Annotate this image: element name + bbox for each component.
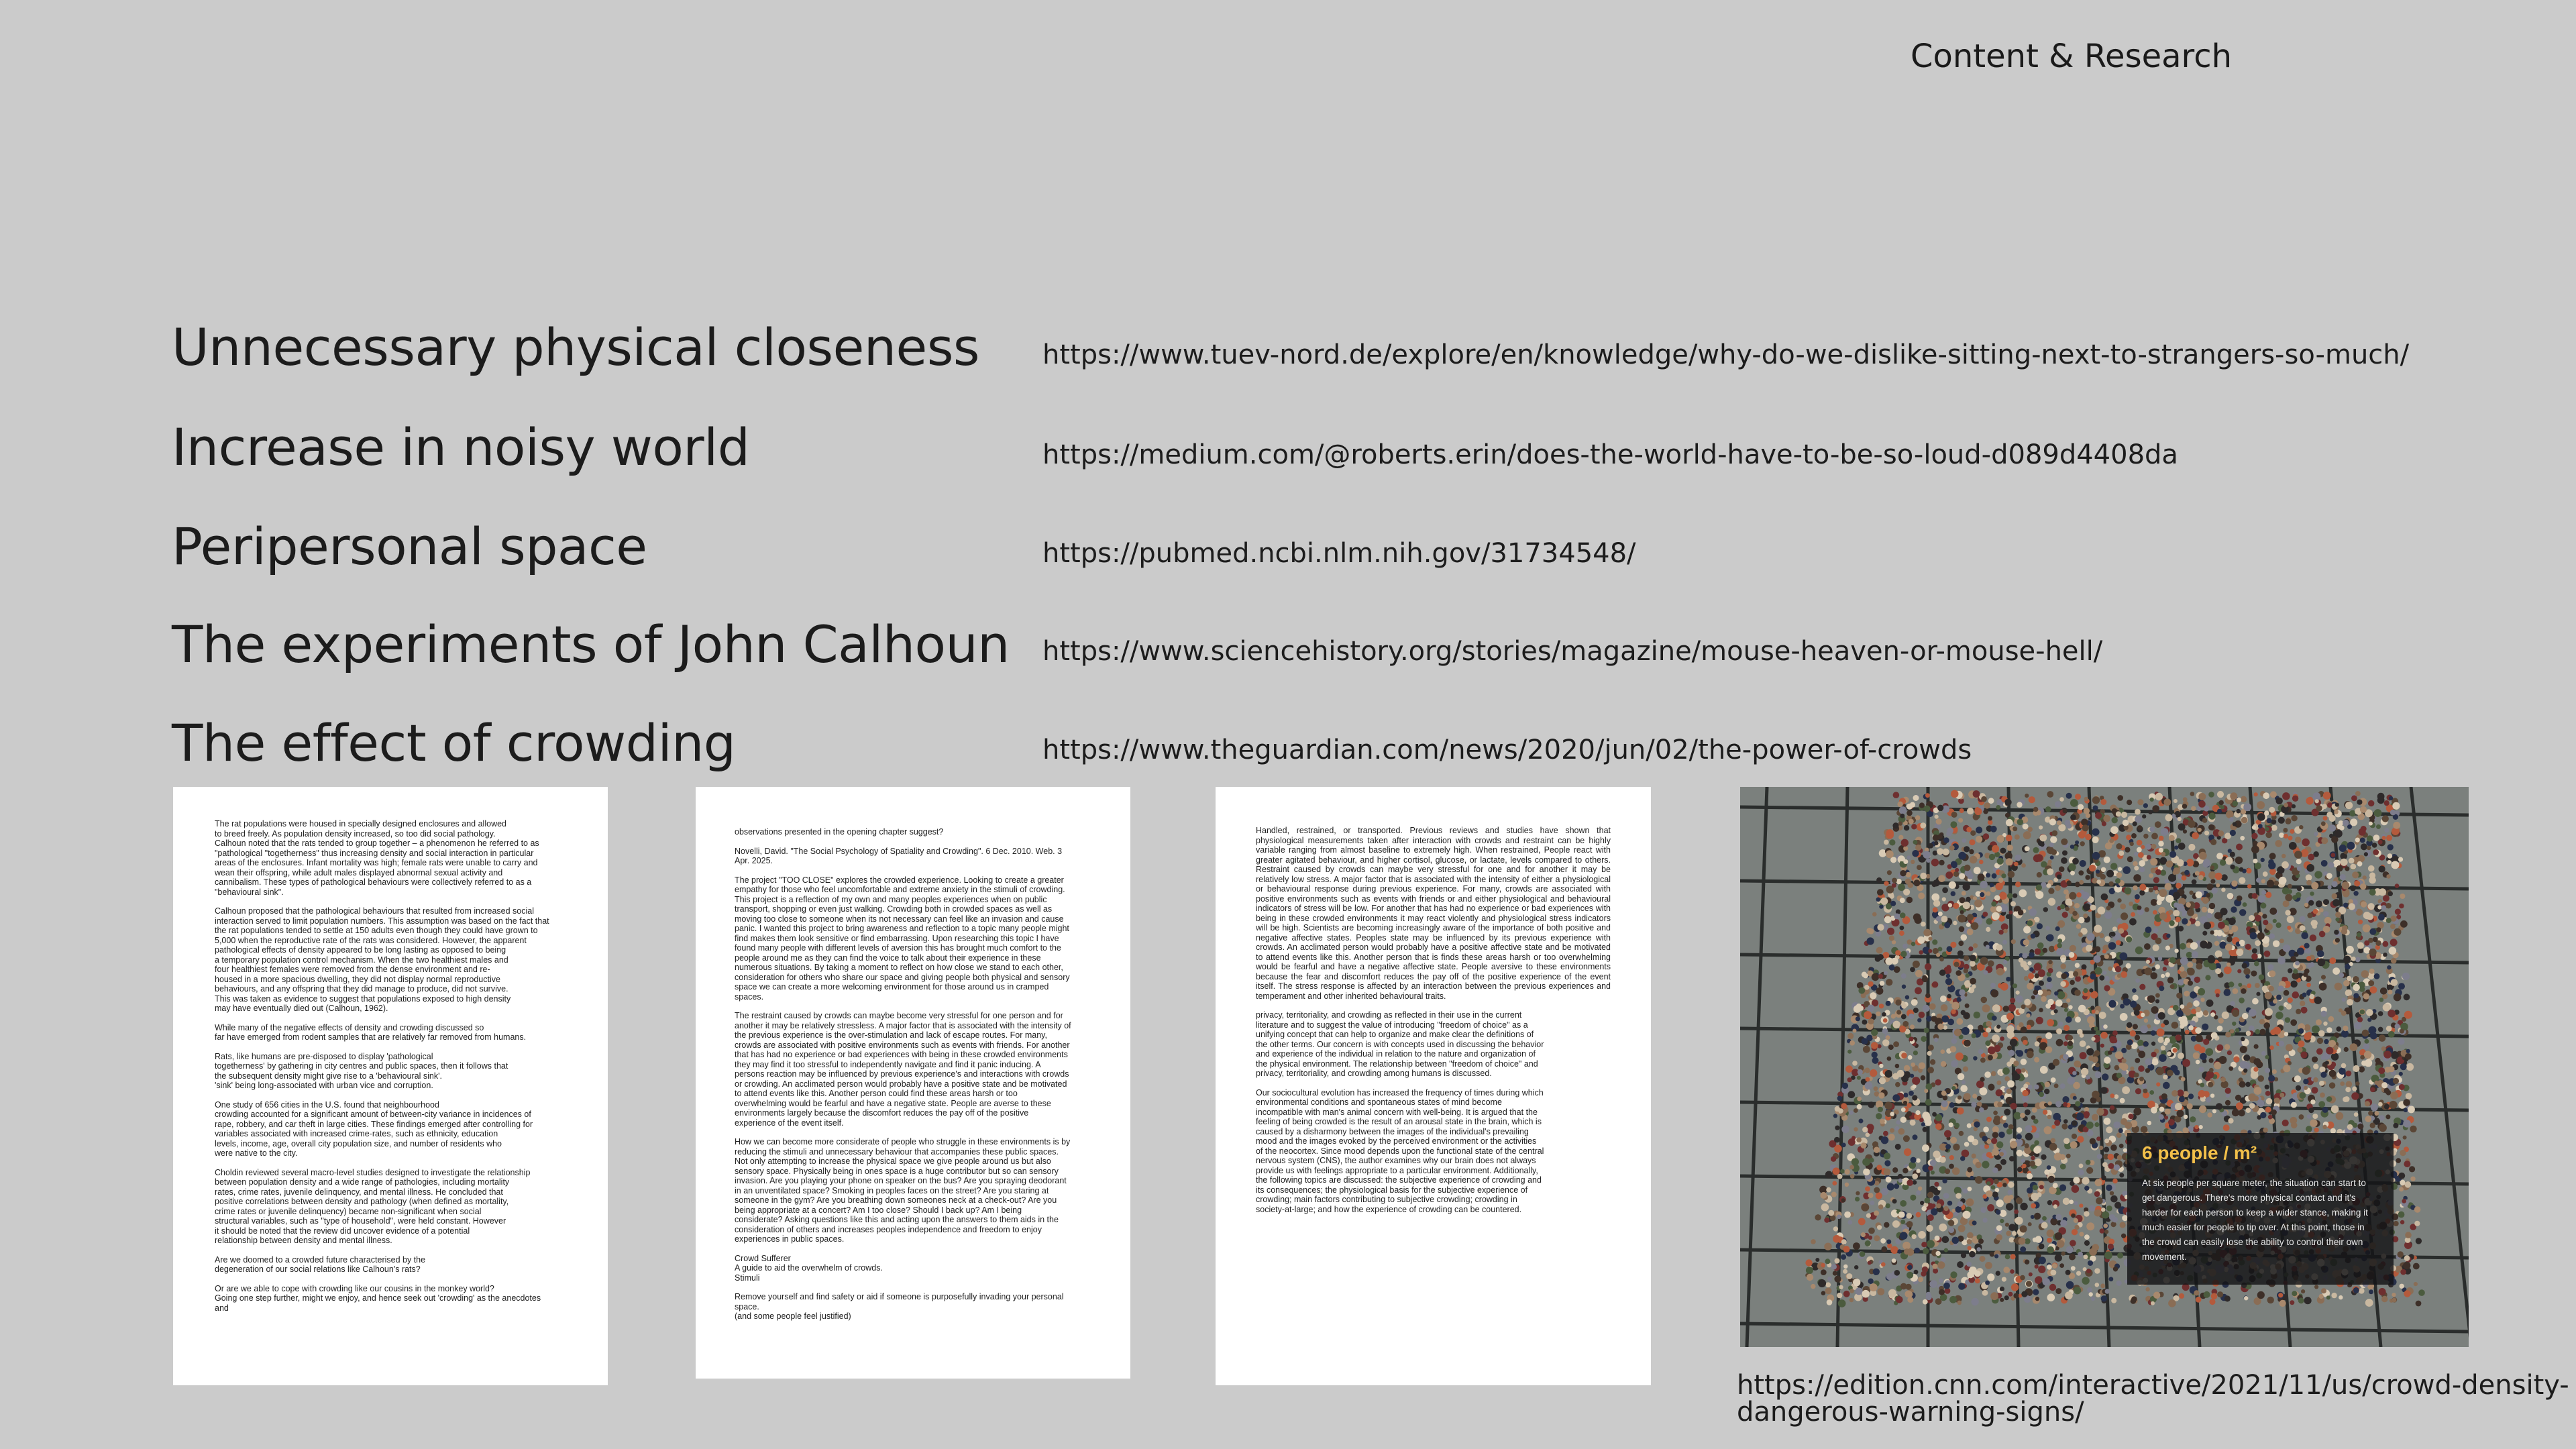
topic-title: Increase in noisy world <box>172 417 750 477</box>
doc-paragraph: Our sociocultural evolution has increased the frequency of times during which environmental conditions and spontaneous states of mind become incompatible with man's animal concern with well-being. It is argued that the feeling of being crowded is the result of an arousal state in the brain, which is caused by a disharmony between the images of the individual's prevailing mood and the images evoked by the perceived environment or the activities of the neocortex. Since mood depends upon the functional state of the central nervous system (CNS), the author examines why our brain does not always provide us with feelings appropriate to a particular environment. Additionally, the following topics are discussed: the subjective experience of crowding and its consequences; the physiological basis for the subjective experience of crowding; main factors contributing to subjective crowding; crowding in society-at-large; and how the experience of crowding can be countered. <box>1256 1087 1544 1214</box>
topic-link[interactable]: https://www.sciencehistory.org/stories/magazine/mouse-heaven-or-mouse-hell/ <box>1042 636 2103 667</box>
doc-paragraph: Choldin reviewed several macro-level studies designed to investigate the relationship between population density and a wide range of pathologies, including mortality rates, crime rates, juvenile delinquency, and mental illness. He concluded that positive correlations between density and pathology (when defined as mortality, crime rates or juvenile delinquency) became non-significant when social structural variables, such as "type of household", were held constant. However it should be noted that the review did uncover evidence of a potential relationship between density and mental illness. <box>215 1167 531 1245</box>
document-page <box>696 787 1130 1379</box>
doc-paragraph: Are we doomed to a crowded future characterised by the degeneration of our social relations like Calhoun's rats? <box>215 1254 426 1274</box>
doc-paragraph: Crowd Sufferer A guide to aid the overwhelm of crowds. Stimuli <box>735 1253 883 1283</box>
doc-paragraph: One study of 656 cities in the U.S. found that neighbourhood crowding accounted for a significant amount of between-city variance in incidences of rape, robbery, and car theft in large cities. These findings emerged after controlling for variables associated with increased crime-rates, such as ethnicity, education levels, income, age, overall city population size, and number of residents who were native to the city. <box>215 1099 533 1158</box>
density-info-box <box>2127 1133 2394 1285</box>
crowd-density-image <box>1740 787 2469 1347</box>
doc-paragraph: Rats, like humans are pre-disposed to display 'pathological togetherness' by gathering in city centres and public spaces, then it follows that the subsequent density might give rise to a 'behavioural sink'. 'sink' being long-associated with urban vice and corruption. <box>215 1051 508 1090</box>
topic-title: The experiments of John Calhoun <box>172 614 1010 674</box>
doc-paragraph: Remove yourself and find safety or aid if someone is purposefully invading your personal space. (and some people feel justified) <box>735 1292 1064 1321</box>
doc-paragraph: privacy, territoriality, and crowding as reflected in their use in the current literature and to suggest the value of introducing "freedom of choice" as a unifying concept that can help to organize and make clear the definitions of the other terms. Our concern is with concepts used in discussing the behavior and experience of the individual in relation to the nature and organization of the physical environment. The relationship between "freedom of choice" and privacy, territoriality, and crowding among humans is discussed. <box>1256 1010 1544 1078</box>
topic-title: Unnecessary physical closeness <box>172 317 980 377</box>
doc-paragraph: Or are we able to cope with crowding like our cousins in the monkey world? Going one step further, might we enjoy, and hence seek out 'crowding' as the anecdotes and <box>215 1283 541 1313</box>
image-source-link[interactable]: https://edition.cnn.com/interactive/2021/11/us/crowd-density- dangerous-warning-signs/ <box>1737 1370 2569 1428</box>
topic-link[interactable]: https://www.tuev-nord.de/explore/en/knowledge/why-do-we-dislike-sitting-next-to-strangers-so-much/ <box>1042 339 2410 370</box>
section-title: Content & Research <box>1911 38 2233 75</box>
topic-link[interactable]: https://medium.com/@roberts.erin/does-the-world-have-to-be-so-loud-d089d4408da <box>1042 439 2178 470</box>
doc-paragraph: The restraint caused by crowds can maybe become very stressful for one person and for another it may be relatively stressless. A major factor that is associated with the intensity of the previous experience is the over-stimulation and lack of escape routes. For many, crowds are associated with positive environments such as events with friends. For another that has had no experience or bad experiences with being in these crowded environments they may find it too stressful to independently navigate and find it panic inducing. A persons reaction may be influenced by previous experience's and interactions with crowds or crowding. An acclimated person would probably have a positive state and be motivated to attend events like this. Another person could find these areas harsh or too overwhelming would be fearful and have a negative state. People are averse to these environments largely because the discomfort reduces the pay off of the positive experience of the event itself. <box>735 1011 1071 1128</box>
topic-link[interactable]: https://www.theguardian.com/news/2020/jun/02/the-power-of-crowds <box>1042 735 1972 765</box>
topic-link[interactable]: https://pubmed.ncbi.nlm.nih.gov/31734548/ <box>1042 538 1636 569</box>
doc-paragraph: How we can become more considerate of people who struggle in these environments is by reducing the stimuli and unnecessary behaviour that accompanies these public spaces. Not only attempting to increase the physical space we give people around us but also sensory space. Physically being in ones space is a huge contributor but so can sensory invasion. Are you playing your phone on speaker on the bus? Are you spraying deodorant in an unventilated space? Smoking in peoples faces on the street? Are you staring at someone in the gym? Are you breathing down someones neck at a check-out? Are you being appropriate at a concert? Am I too close? Should I back up? Am I being considerate? Asking questions like this and acting upon the answers to them aids in the consideration of others and increases peoples independence and freedom to enjoy experiences in public spaces. <box>735 1137 1071 1244</box>
density-label: 6 people / m² <box>2142 1142 2257 1163</box>
doc-paragraph: Handled, restrained, or transported. Previous reviews and studies have shown that physiological measurements taken after interaction with crowds and restraint can be highly variable ranging from almost baseline to extremely high. When restrained, People react with greater agitated behaviour, and higher cortisol, glucose, or lactate, levels compared to others. Restraint caused by crowds can maybe very stressful for one and for another it may be relatively low stress. A major factor that is associated with the intensity of either a physiological or behavioural response during previous experience. For many, crowds are associated with positive environments such as events with friends or and either physiological and behavioural indicators of stress will be low. For another that has had no experience or bad experiences with being in these crowded environments it may react violently and physiological stress indicators will be high. Scientists are becoming increasingly aware of the importance of both positive and negative affective states. Peoples state may be influenced by its previous experience with crowds. An acclimated person would probably have a positive affective state and be motivated to attend events like this. Another person that is finds these areas harsh or too overwhelming would be fearful and have a negative affective state. People aversive to these environments because the fear and discomfort reduces the pay off of the positive experience of the event itself. The stress response is affected by an interaction between the previous experiences and temperament and other inherited behavioural traits. <box>1256 826 1611 1001</box>
doc-paragraph: The rat populations were housed in specially designed enclosures and allowed to breed freely. As population density increased, so too did social pathology. Calhoun noted that the rats tended to group together – a phenomenon he referred to as "pathological "togetherness" thus increasing density and social interaction in particular areas of the enclosures. Infant mortality was high; female rats were unable to carry and wean their offspring, while adult males displayed abnormal sexual activity and cannibalism. These types of pathological behaviours were collectively referred to as a "behavioural sink". <box>215 819 539 897</box>
doc-paragraph: Novelli, David. "The Social Psychology of Spatiality and Crowding". 6 Dec. 2010. Web. 3 Apr. 2025. <box>735 846 1063 865</box>
density-description: At six people per square meter, the situation can start to get dangerous. There's more physical contact and it's harder for each person to keep a wider stance, making it much easier for people to tip over. At this point, those in the crowd can easily lose the ability to control their own movement. <box>2142 1178 2368 1262</box>
topic-title: The effect of crowding <box>172 713 736 773</box>
topic-title: Peripersonal space <box>172 517 647 576</box>
doc-paragraph: While many of the negative effects of density and crowding discussed so far have emerged from rodent samples that are relatively far removed from humans. <box>215 1022 527 1042</box>
doc-paragraph: Calhoun proposed that the pathological behaviours that resulted from increased social interaction served to limit population numbers. This assumption was based on the fact that the rat populations tended to settle at 150 adults even though they could have grown to 5,000 when the reproductive rate of the rats was considered. However, the apparent pathological effects of density appeared to be long lasting as opposed to being a temporary population control mechanism. When the two healthiest males and four healthiest females were removed from the dense environment and re- housed in a more spacious dwelling, they did not display normal reproductive behaviours, and any offspring that they did manage to produce, did not survive. This was taken as evidence to suggest that populations exposed to high density may have eventually died out (Calhoun, 1962). <box>215 906 549 1013</box>
document-page <box>173 787 608 1385</box>
doc-paragraph: The project "TOO CLOSE" explores the crowded experience. Looking to create a greater empathy for those who feel uncomfortable and extreme anxiety in the stimuli of crowding. This project is a reflection of my own and many peoples experiences when on public transport, shopping or even just walking. Crowding both in crowded spaces as well as moving too close to someone when its not necessary can feel like an invasion and cause panic. I wanted this project to bring awareness and reflection to a topic many people might find makes them look sensitive or find embarrassing. Upon researching this topic I have found many people with different levels of aversion this has brought much comfort to the people around me as they can find the voice to talk about their experience in these numerous situations. By taking a moment to reflect on how close we stand to each other, consideration for others who share our space and giving people both physical and sensory space we can create a more welcoming environment for those around us in cramped spaces. <box>735 875 1070 1002</box>
doc-paragraph: observations presented in the opening chapter suggest? <box>735 827 944 837</box>
document-page <box>1216 787 1651 1385</box>
